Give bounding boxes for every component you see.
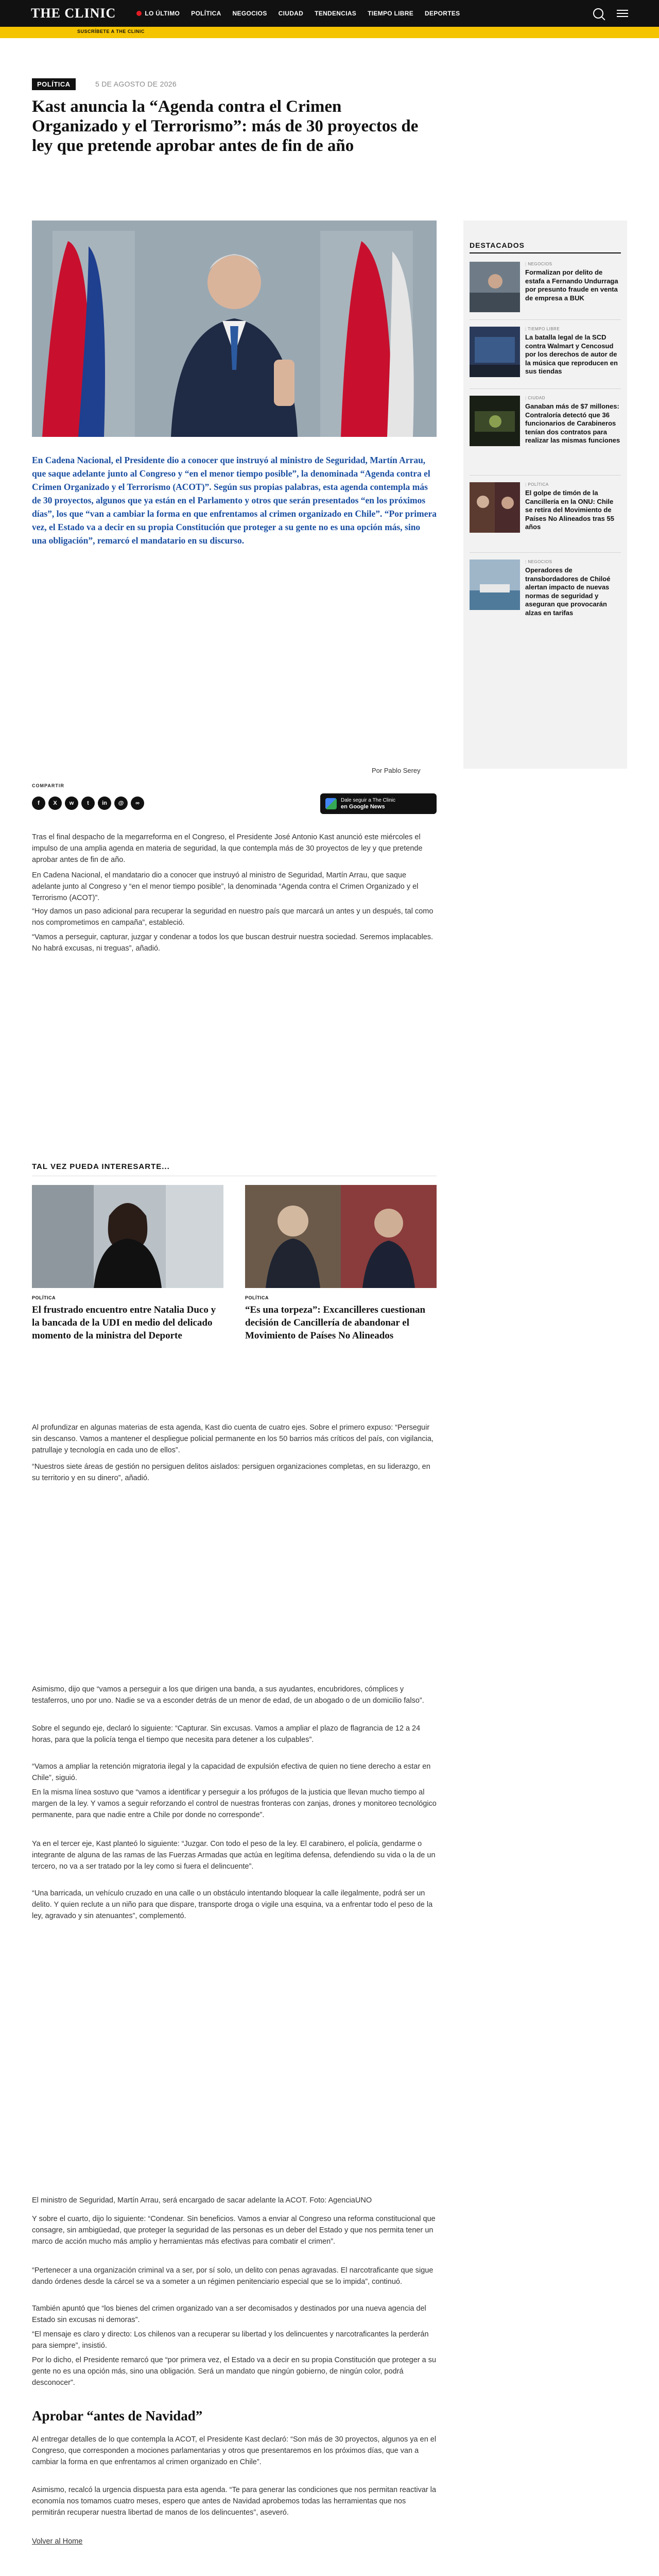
sidebar-category: | NEGOCIOS: [525, 262, 621, 266]
related-headline[interactable]: El frustrado encuentro entre Natalia Duco y la bancada de la UDI en medio del delicado momento de la ministra del Deporte: [32, 1304, 216, 1341]
sidebar-title-underline: [470, 252, 621, 253]
gnews-line1: Dale seguir a The Clinic: [341, 798, 395, 803]
sidebar-item[interactable]: [470, 327, 621, 377]
article-paragraph: Tras el final despacho de la megarreforma en el Congreso, el Presidente José Antonio Kast anunció este miércoles el impulso de una amplia agenda en materia de seguridad, la que contempla más de 30 proyectos de ley y que pretende aprobar antes de fin de año.: [32, 833, 423, 864]
related-image: [245, 1185, 437, 1288]
sidebar-title: DESTACADOS: [470, 241, 525, 249]
sidebar-item[interactable]: [470, 262, 621, 312]
article-lead: En Cadena Nacional, el Presidente dio a conocer que instruyó al ministro de Seguridad, Martín Arrau, que saque adelante junto al Congreso y “en el menor tiempo posible”, la denominada “Agenda contra el Crimen Organizado y el Terrorismo (ACOT)”. Según sus propias palabras, esta agenda contempla más de 30 proyectos, algunos que ya están en el Parlamento y otros que serán presentados “en los próximos días”, los que “van a cambiar la forma en que enfrentamos al crimen organizado en Chile”. “Por primera vez, el Estado va a decir en su propia Constitución que proteger a su gente no es una opción más, sino una obligación”, remarcó el mandatario en su discurso.: [32, 455, 437, 546]
article-paragraph: Sobre el segundo eje, declaró lo siguiente: “Capturar. Sin excusas. Vamos a ampliar el plazo de flagrancia de 12 a 24 horas, para que la policía tenga el tiempo que necesita para detener a los culpables”.: [32, 1724, 421, 1744]
related-image: [32, 1185, 223, 1288]
live-dot-icon: [136, 11, 142, 16]
share-label: COMPARTIR: [32, 783, 64, 788]
nav-live[interactable]: LO ÚLTIMO: [136, 10, 180, 17]
sidebar-headline[interactable]: La batalla legal de la SCD contra Walmart y Cencosud por los derechos de autor de la música que reproducen en sus tiendas: [525, 333, 618, 375]
sidebar-thumb: [470, 560, 520, 610]
sidebar-category: | POLÍTICA: [525, 482, 621, 487]
article-paragraph: Asimismo, dijo que “vamos a perseguir a los que dirigen una banda, a sus ayudantes, encubridores, cómplices y testaferros, uno por uno. Nadie se va a esconder detrás de un menor de edad, de un abogado o de un domicilio falso”.: [32, 1685, 424, 1705]
article-author[interactable]: Por Pablo Serey: [372, 767, 421, 774]
article-paragraph: Al entregar detalles de lo que contempla la ACOT, el Presidente Kast declaró: “Son más de 30 proyectos, algunos ya en el Congreso, que corresponden a mociones parlamentarias y otros que presentaremos en los próximos días, que van a cambiar la forma en que enfrentamos al crimen organizado en Chile”.: [32, 2435, 437, 2466]
sidebar-thumb: [470, 482, 520, 533]
sidebar-item[interactable]: [470, 482, 621, 533]
article-paragraph: Asimismo, recalcó la urgencia dispuesta para esta agenda. “Te para generar las condiciones que nos permitan reactivar la economía nos tomamos cuatro meses, espero que antes de Navidad aprobemos todas las herramientas que nos permitirán recuperar nuestra libertad de manos de los delincuentes”, aseveró.: [32, 2486, 437, 2517]
sidebar-category: | CIUDAD: [525, 396, 621, 400]
article-paragraph: También apuntó que “los bienes del crimen organizado van a ser decomisados y destinados por una nueva agencia del Estado sin excusas ni demoras”.: [32, 2304, 426, 2324]
article-paragraph: “Vamos a perseguir, capturar, juzgar y condenar a todos los que buscan destruir nuestra sociedad. Seremos implacables. No habrá excusas, ni treguas”, añadió.: [32, 933, 433, 953]
divider: [470, 475, 621, 476]
back-home-link[interactable]: Volver al Home: [32, 2537, 83, 2546]
sidebar-thumb: [470, 262, 520, 312]
article-paragraph: En Cadena Nacional, el mandatario dio a conocer que instruyó al ministro de Seguridad, Martín Arrau, que saque adelante junto al Congreso y “en el menor tiempo posible”, la denominada “Agenda contra el Crimen Organizado y el Terrorismo (ACOT)”.: [32, 871, 419, 902]
sidebar-destacados: [463, 221, 627, 769]
top-bar: [0, 0, 659, 27]
article-subheading: Aprobar “antes de Navidad”: [32, 2408, 203, 2424]
gnews-line2: en Google News: [341, 804, 385, 810]
sidebar-headline[interactable]: Formalizan por delito de estafa a Fernando Undurraga por presunto fraude en venta de empresa a BUK: [525, 268, 618, 302]
subscribe-link[interactable]: SUSCRÍBETE A THE CLINIC: [77, 29, 145, 34]
whatsapp-icon[interactable]: w: [65, 796, 78, 810]
article-paragraph: Al profundizar en algunas materias de esta agenda, Kast dio cuenta de cuatro ejes. Sobre el primero expuso: “Perseguir sin descanso. Vamos a mantener el despliegue policial permanente en los 50 barrios más críticos del país, con vigilancia, patrullaje y tecnología en cada uno de ellos”.: [32, 1423, 433, 1454]
main-nav: [136, 10, 460, 17]
nav-item-tendencias[interactable]: TENDENCIAS: [315, 10, 357, 17]
nav-item-politica[interactable]: POLÍTICA: [191, 10, 221, 17]
article-paragraph: Por lo dicho, el Presidente remarcó que “por primera vez, el Estado va a decir en su propia Constitución que proteger a su gente no es una opción más, sino una obligación. Será un mandato que ningún gobierno, de ningún color, podrá desconocer”.: [32, 2356, 437, 2387]
facebook-icon[interactable]: f: [32, 796, 45, 810]
menu-icon[interactable]: [617, 10, 628, 17]
sidebar-category: | NEGOCIOS: [525, 560, 621, 564]
share-buttons: [32, 796, 144, 810]
related-headline[interactable]: “Es una torpeza”: Excancilleres cuestionan decisión de Cancillería de abandonar el Movimiento de Países No Alineados: [245, 1304, 426, 1341]
article-category[interactable]: POLÍTICA: [32, 78, 76, 90]
article-paragraph: “Pertenecer a una organización criminal va a ser, por sí solo, un delito con penas agravadas. El narcotraficante que sigue dando órdenes desde la cárcel se va a someter a un régimen penitenciario especial que se lo impida”, continuó.: [32, 2266, 433, 2286]
sidebar-headline[interactable]: El golpe de timón de la Cancillería en la ONU: Chile se retira del Movimiento de Países No Alineados tras 55 años: [525, 489, 614, 531]
google-news-icon: [325, 798, 337, 809]
article-date: 5 DE AGOSTO DE 2026: [95, 80, 177, 88]
related-card[interactable]: [32, 1185, 223, 1342]
photo-caption: El ministro de Seguridad, Martín Arrau, será encargado de sacar adelante la ACOT. Foto: AgenciaUNO: [32, 2196, 372, 2205]
nav-item-ciudad[interactable]: CIUDAD: [278, 10, 304, 17]
divider: [470, 319, 621, 320]
divider: [470, 388, 621, 389]
hero-image: [32, 221, 437, 437]
article-paragraph: “Nuestros siete áreas de gestión no persiguen delitos aislados: persiguen organizaciones completas, en su liderazgo, en su territorio y en su dinero”, añadió.: [32, 1463, 430, 1482]
sidebar-category: | TIEMPO LIBRE: [525, 327, 621, 331]
article-paragraph: En la misma línea sostuvo que “vamos a identificar y perseguir a los prófugos de la justicia que llevan mucho tiempo al margen de la ley. Y vamos a seguir reforzando el control de nuestras fronteras con zanjas, drones y monitoreo tecnológico permanente, para que nadie entre a Chile por donde no corresponde”.: [32, 1788, 437, 1819]
article-paragraph: “El mensaje es claro y directo: Los chilenos van a recuperar su libertad y los delincuentes y narcotraficantes la perderán para siempre”, insistió.: [32, 2330, 429, 2350]
sidebar-item[interactable]: [470, 396, 621, 446]
telegram-icon[interactable]: t: [81, 796, 95, 810]
article-paragraph: Y sobre el cuarto, dijo lo siguiente: “Condenar. Sin beneficios. Vamos a enviar al Congreso una reforma constitucional que consagre, sin ambigüedad, que proteger la seguridad de las personas es un deber del Estado y que nos permita tener un marco de acción mucho más amplio y herramientas más efectivas para combatir el crimen”.: [32, 2215, 436, 2246]
sidebar-item[interactable]: [470, 560, 621, 617]
article-paragraph: Ya en el tercer eje, Kast planteó lo siguiente: “Juzgar. Con todo el peso de la ley. El carabinero, el policía, gendarme o integrante de alguna de las ramas de las Fuerzas Armadas que actúa en legítima defensa, defendiendo su vida o la de un tercero, no va a ser tratado por la ley como si fuera el delincuente”.: [32, 1840, 436, 1871]
link-icon[interactable]: ∞: [131, 796, 144, 810]
divider: [470, 552, 621, 553]
sidebar-thumb: [470, 396, 520, 446]
article-title: Kast anuncia la “Agenda contra el Crimen Organizado y el Terrorismo”: más de 30 proyectos de ley que pretende aprobar antes de fin de año: [32, 97, 419, 155]
site-logo[interactable]: THE CLINIC: [31, 6, 116, 21]
x-icon[interactable]: X: [48, 796, 62, 810]
nav-item-negocios[interactable]: NEGOCIOS: [232, 10, 267, 17]
nav-item-deportes[interactable]: DEPORTES: [425, 10, 460, 17]
article-paragraph: “Vamos a ampliar la retención migratoria ilegal y la capacidad de expulsión efectiva de quien no tiene derecho a estar en Chile”, siguió.: [32, 1762, 431, 1782]
related-title: TAL VEZ PUEDA INTERESARTE...: [32, 1162, 170, 1171]
sidebar-headline[interactable]: Ganaban más de $7 millones: Contraloría detectó que 36 funcionarios de Carabineros tenían dos contratos para realizar las mismas funciones: [525, 402, 620, 444]
related-category: POLÍTICA: [245, 1295, 269, 1300]
related-category: POLÍTICA: [32, 1295, 56, 1300]
linkedin-icon[interactable]: in: [98, 796, 111, 810]
nav-item-tiempo-libre[interactable]: TIEMPO LIBRE: [368, 10, 414, 17]
email-icon[interactable]: @: [114, 796, 128, 810]
related-card[interactable]: [245, 1185, 437, 1342]
google-news-button[interactable]: [320, 793, 437, 814]
sidebar-thumb: [470, 327, 520, 377]
sidebar-headline[interactable]: Operadores de transbordadores de Chiloé alertan impacto de nuevas normas de seguridad y aseguran que provocarán alzas en tarifas: [525, 566, 611, 617]
search-icon[interactable]: [593, 8, 603, 19]
subscribe-bar: [0, 27, 659, 38]
article-paragraph: “Hoy damos un paso adicional para recuperar la seguridad en nuestro país que marcará un antes y un después, tal como nos comprometimos en campaña”, estableció.: [32, 907, 433, 927]
article-paragraph: “Una barricada, un vehículo cruzado en una calle o un obstáculo intentando bloquear la calle ilegalmente, podrá ser un delito. Y quien reclute a un niño para que dispare, transporte droga o vigile una esquina, va a enfrentar todo el peso de la ley, agravado y sin atenuantes”, complementó.: [32, 1889, 433, 1920]
